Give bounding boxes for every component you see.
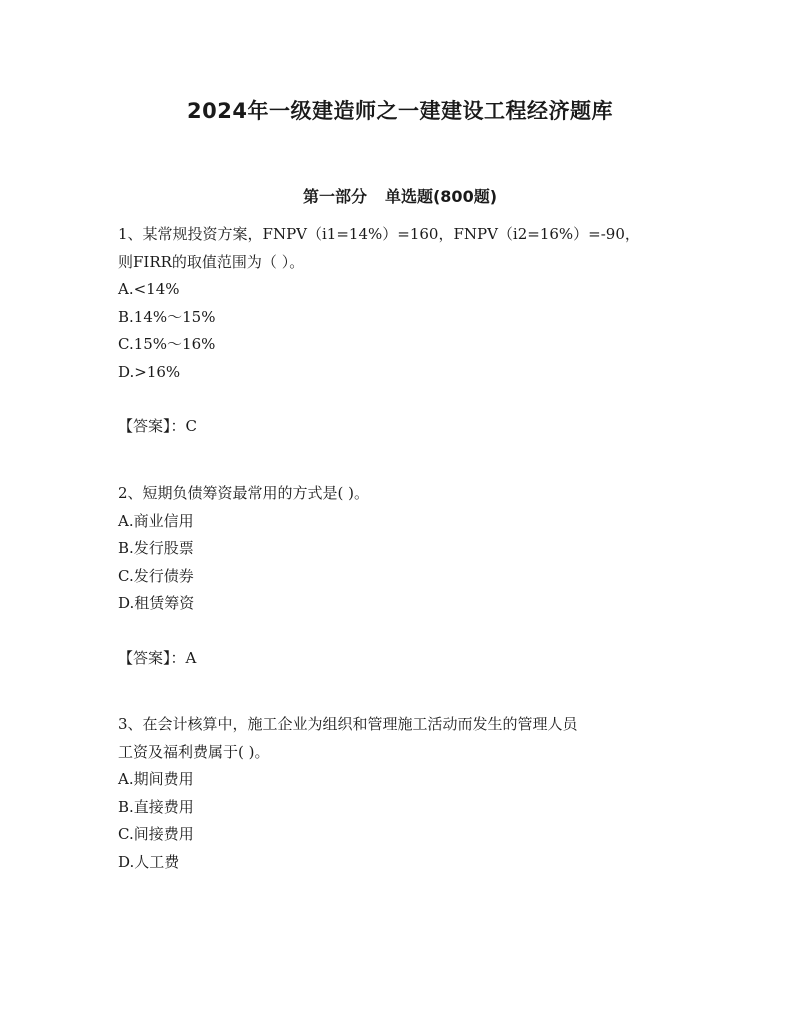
option-d: D.人工费 (118, 852, 180, 871)
option-b: B.直接费用 (118, 797, 194, 816)
question-3 (118, 711, 698, 876)
answer-2 (118, 645, 196, 673)
question-stem-line: 工资及福利费属于( )。 (118, 742, 270, 761)
option-c: C.发行债券 (118, 566, 194, 585)
option-a: A.期间费用 (118, 770, 194, 788)
option-b: B.14%～15% (118, 307, 216, 326)
section-heading (0, 184, 800, 207)
option-c: C.15%～16% (118, 335, 216, 353)
question-2 (118, 480, 698, 618)
answer-label: 【答案】： (118, 417, 186, 435)
question-1 (118, 221, 698, 386)
answer-label: 【答案】： (118, 649, 186, 667)
answer-value: C (185, 417, 197, 435)
option-c: C.间接费用 (118, 825, 194, 843)
answer-value: A (185, 649, 197, 667)
question-stem-line: 则FIRR的取值范围为（ ）。 (118, 252, 305, 271)
question-stem-line: 3、在会计核算中，施工企业为组织和管理施工活动而发生的管理人员 (118, 715, 578, 733)
answer-1 (118, 413, 197, 441)
question-stem-line: 2、短期负债筹资最常用的方式是( )。 (118, 484, 370, 502)
section-part: 第一部分 (302, 187, 367, 206)
option-a: A.<14% (118, 280, 180, 298)
document-title: 2024年一级建造师之一建建设工程经济题库 (187, 99, 613, 123)
option-d: D.租赁筹资 (118, 594, 195, 612)
option-a: A.商业信用 (118, 511, 194, 530)
section-name: 单选题(800题) (384, 187, 498, 206)
option-b: B.发行股票 (118, 539, 194, 557)
option-d: D.>16% (118, 362, 181, 381)
question-stem-line: 1、某常规投资方案，FNPV（i1=14%）=160，FNPV（i2=16%）=-90， (118, 225, 640, 243)
